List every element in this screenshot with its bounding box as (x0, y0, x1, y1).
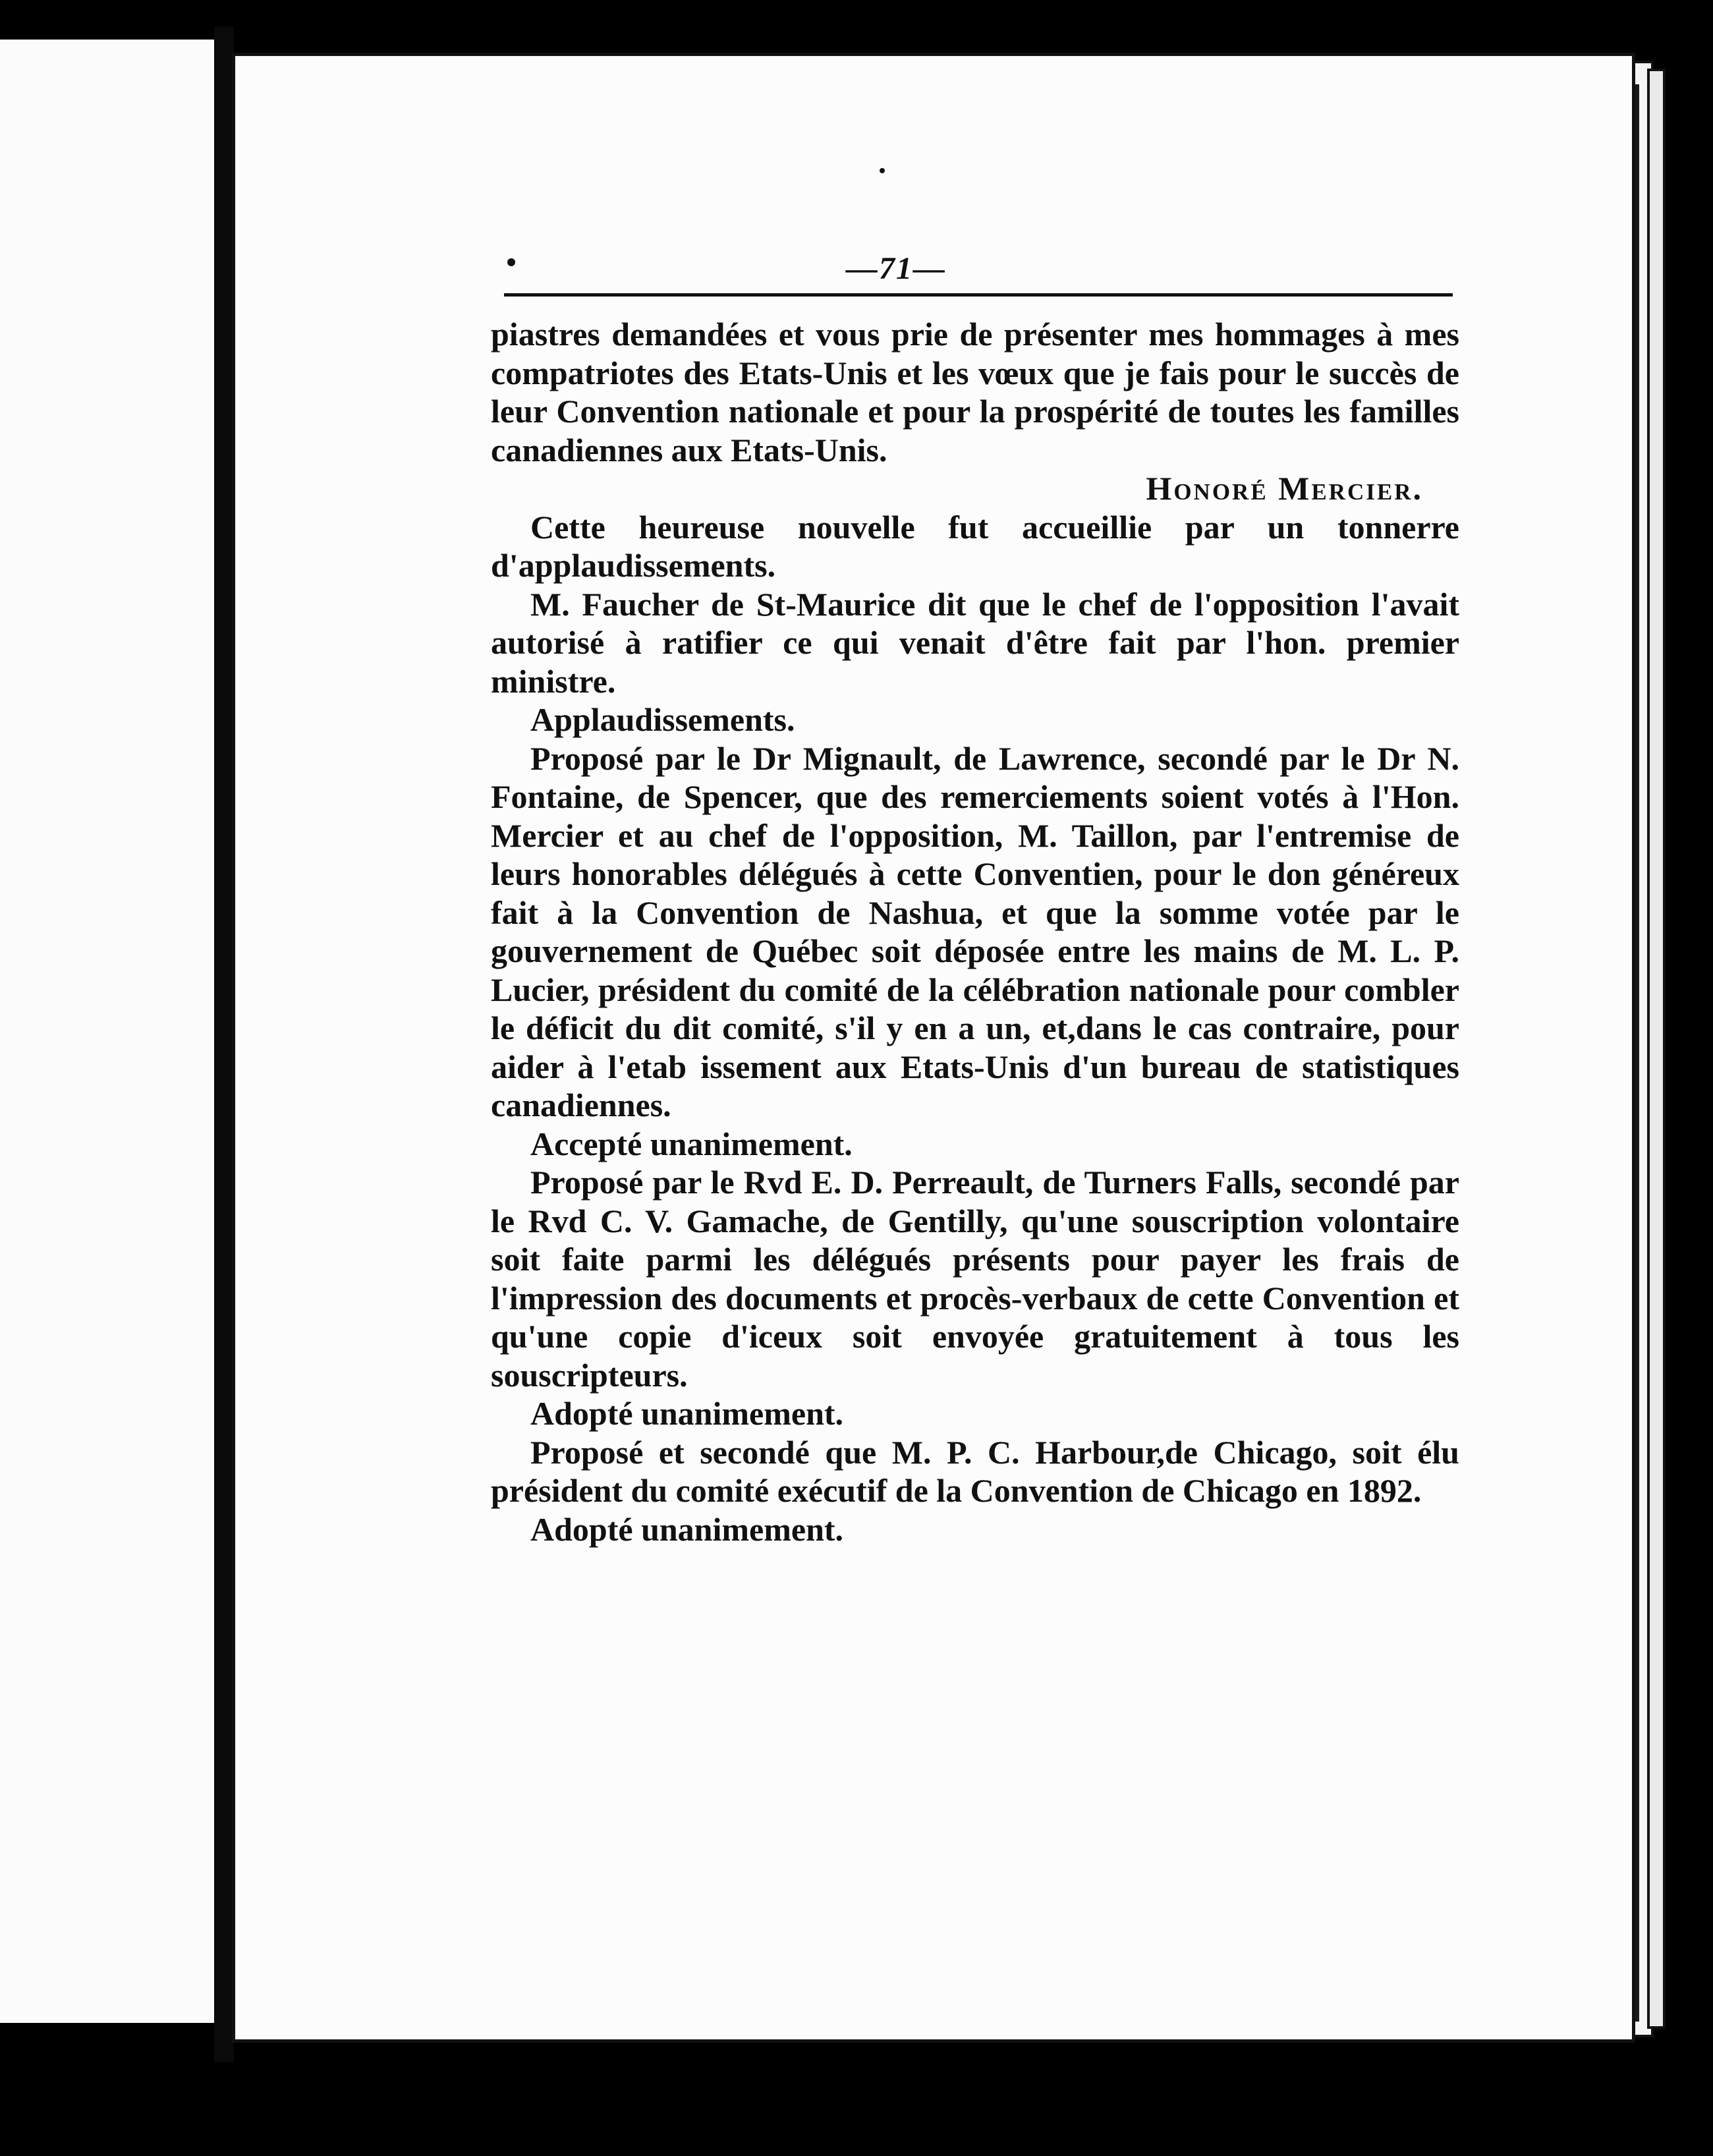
book-gutter (214, 26, 234, 2062)
paragraph: Cette heureuse nouvelle fut accueillie par un tonnerre d'applaudissements. (491, 508, 1459, 584)
paragraph: M. Faucher de St-Maurice dit que le chef de l'opposition l'avait autorisé à ratifier ce qui venait d'être fait par l'hon. premier ministre. (491, 585, 1459, 700)
paragraph: Proposé par le Rvd E. D. Perreault, de Turners Falls, secondé par le Rvd C. V. Gamache, de Gentilly, qu'une souscription volontaire soit faite parmi les délégués présents pour payer les frais de l'impression des documents et procès-verbaux de cette Convention et qu'une copie d'iceux soit envoyée gratuitement à tous les souscripteurs. (491, 1164, 1459, 1394)
ink-speck (507, 258, 515, 266)
facing-page (0, 40, 218, 2023)
paragraph: Applaudissements. (530, 701, 795, 738)
paragraph: Adopté unanimement. (530, 1510, 844, 1548)
paragraph: Proposé par le Dr Mignault, de Lawrence, secondé par le Dr N. Fontaine, de Spencer, que des remerciements soient votés à l'Hon. Mercier et au chef de l'opposition, M. Taillon, par l'entremise de leurs honorables délégués à cette Conventien, pour le don généreux fait à la Convention de Nashua, et que la somme votée par le gouvernement de Québec soit déposée entre les mains de M. L. P. Lucier, président du comité de la célébration nationale pour combler le déficit du dit comité, s'il y en a un, et,dans le cas contraire, pour aider à l'etab issement aux Etats-Unis d'un bureau de statistiques canadiennes. (491, 739, 1459, 1123)
paragraph: piastres demandées et vous prie de présenter mes hommages à mes compatriotes des Etats-Unis et les vœux que je fais pour le succès de leur Convention nationale et pour la prospérité de toutes les familles canadiennes aux Etats-Unis. (491, 316, 1459, 468)
paragraph: Accepté unanimement. (530, 1125, 853, 1162)
paragraph: Adopté unanimement. (530, 1395, 844, 1432)
page-edge (1647, 69, 1666, 2029)
header-rule (504, 293, 1453, 297)
page-text (491, 315, 1459, 1548)
page-number: —71— (846, 251, 946, 286)
signature: Honoré Mercier. (1146, 470, 1423, 507)
ink-speck (880, 168, 885, 173)
paragraph: Proposé et secondé que M. P. C. Harbour,de Chicago, soit élu président du comité exécutif de la Convention de Chicago en 1892. (491, 1433, 1459, 1509)
